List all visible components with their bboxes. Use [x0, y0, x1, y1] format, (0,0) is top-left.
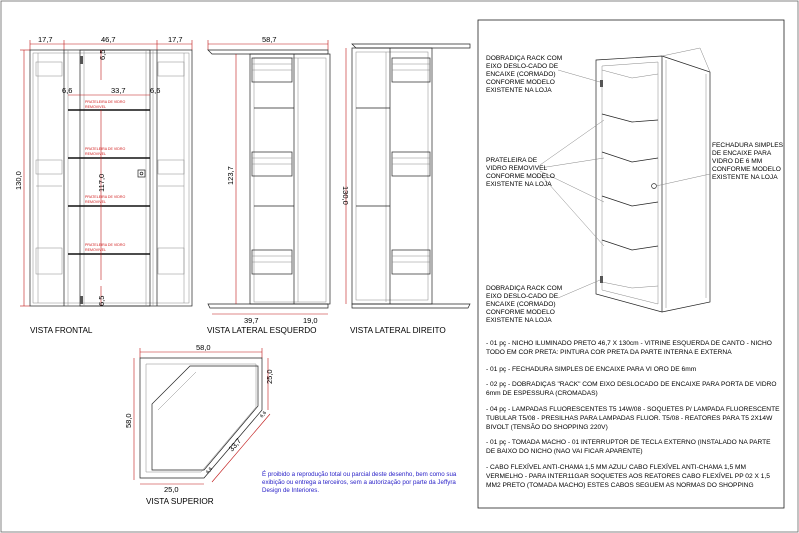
callout-hinge-bottom-4: CONFORME MODELO [486, 309, 555, 316]
copyright-note [262, 471, 457, 494]
top-dim-diagonal: 33,7 [226, 436, 244, 454]
front-shelf-note-4b: REMOVIVEL [85, 248, 106, 252]
copyright-line-1: É proibido a reprodução total ou parcial deste desenho, bem como sua [262, 471, 457, 478]
left-view-label: VISTA LATERAL ESQUERDO [207, 326, 317, 335]
callout-shelf-2: VIDRO REMOVIVEL [486, 165, 548, 172]
callout-hinge-bottom-3: ENCAIXE (CORMADO) [486, 301, 556, 308]
callout-lock-2: DE ENCAIXE PARA [712, 150, 772, 157]
front-dim-inner-left: 6,6 [62, 86, 73, 95]
top-dim-corner-a: 6,6 [258, 410, 269, 420]
front-shelf-note-3b: REMOVIVEL [85, 200, 106, 204]
front-view [14, 35, 192, 335]
top-dim-depth: 58,0 [124, 413, 133, 428]
top-view-label: VISTA SUPERIOR [146, 497, 214, 506]
spec-5-line-1: - 01 pç - TOMADA MACHO - 01 INTERRUPTOR DE TECLA EXTERNO (INSTALADO NA PARTE [486, 439, 771, 446]
callout-lock-4: CONFORME MODELO [712, 166, 781, 173]
front-shelf-note-2: PRATELEIRA DE VIDRO [85, 147, 126, 151]
front-view-label: VISTA FRONTAL [30, 326, 93, 335]
spec-6-line-2: VERMELHO - PARA INTER11GAR SOQUETES AOS REATORES CABO FLEXÍVEL PP 02 X 1,5 [486, 473, 770, 480]
sheet-border [1, 1, 798, 532]
callout-shelf-3: CONFORME MODELO [486, 173, 555, 180]
callout-lock-3: VIDRO DE 6 MM [712, 158, 763, 165]
callout-hinge-bottom-2: EIXO DESLO-CADO DE [486, 293, 559, 300]
callout-shelf-1: PRATELEIRA DE [486, 157, 538, 164]
callout-hinge-top-4: CONFORME MODELO [486, 79, 555, 86]
top-dim-corner-b: 6,6 [204, 466, 215, 476]
front-dim-inner-width: 33,7 [111, 86, 126, 95]
spec-3-line-1: - 02 pç - DOBRADIÇAS "RACK" COM EIXO DESLOCADO DE ENCAIXE PARA PORTA DE VIDRO [486, 381, 777, 388]
callout-hinge-top-1: DOBRADIÇA RACK COM [486, 55, 563, 62]
spec-1-line-1: - 01 pç - NICHO ILUMINADO PRETO 46,7 X 130cm - VITRINE ESQUERDA DE CANTO - NICHO [486, 340, 772, 347]
callout-hinge-bottom [486, 285, 562, 324]
spec-list [486, 340, 780, 489]
right-side-view [341, 44, 470, 335]
right-view-label: VISTA LATERAL DIREITO [350, 326, 446, 335]
callout-hinge-top-3: ENCAIXE (CORMADO) [486, 71, 556, 78]
front-shelf-note-4: PRATELEIRA DE VIDRO [85, 243, 126, 247]
front-dim-right: 17,7 [168, 35, 183, 44]
callout-hinge-bottom-1: DOBRADIÇA RACK COM [486, 285, 563, 292]
callout-hinge-top-5: EXISTENTE NA LOJA [486, 87, 552, 94]
front-dim-inner-right: 6,6 [150, 86, 161, 95]
spec-1-line-2: TODO EM COR PRETA: PINTURA COR PRETA DA PARTE INTERNA E EXTERNA [486, 349, 732, 356]
left-dim-bottom-b: 19,0 [303, 316, 318, 325]
spec-2-line-1: - 01 pç - FECHADURA SIMPLES DE ENCAIXE PARA VI ORO DE 6mm [486, 366, 697, 373]
callout-hinge-top-2: EIXO DESLO-CADO DE [486, 63, 559, 70]
front-shelf-note-1b: REMOVIVEL [85, 105, 106, 109]
callout-lock-5: EXISTENTE NA LOJA [712, 174, 778, 181]
front-dim-top-gap: 6,5 [98, 49, 107, 60]
callout-hinge-top [486, 55, 562, 94]
top-dim-bottom: 25,0 [164, 485, 179, 494]
front-shelf-note-2b: REMOVIVEL [85, 152, 106, 156]
callout-lock-1: FECHADURA SIMPLES [712, 142, 784, 149]
spec-4-line-1: - 04 pç - LAMPADAS FLUORESCENTES T5 14W/08 - SOQUETES P/ LAMPADA FLUORESCENTE [486, 406, 780, 413]
front-dim-center: 46,7 [101, 35, 116, 44]
front-dim-bottom-gap: 6,5 [97, 295, 106, 306]
callout-hinge-bottom-5: EXISTENTE NA LOJA [486, 317, 552, 324]
front-shelf-note-1: PRATELEIRA DE VIDRO [85, 100, 126, 104]
spec-5-line-2: DE BAIXO DO NICHO (NAO VAI FICAR APARENTE) [486, 448, 643, 455]
spec-4-line-3: BIVOLT (TENSÃO DO SHOPPING 220V) [486, 424, 608, 431]
left-side-view [207, 35, 330, 335]
copyright-line-2: exibição ou entrega a terceiros, sem a autorização por parte da Jeffyra [262, 479, 456, 486]
left-dim-depth: 58,7 [262, 35, 277, 44]
left-dim-bottom-a: 39,7 [244, 316, 259, 325]
copyright-line-3: Design de Interiores. [262, 487, 320, 494]
front-dim-left: 17,7 [38, 35, 53, 44]
right-dim-height: 130,0 [341, 186, 350, 205]
left-dim-height: 123,7 [226, 166, 235, 185]
front-shelf-note-3: PRATELEIRA DE VIDRO [85, 195, 126, 199]
specification-panel [478, 20, 784, 508]
callout-shelf-4: EXISTENTE NA LOJA [486, 181, 552, 188]
callout-lock [712, 142, 784, 181]
spec-6-line-1: - CABO FLEXÍVEL ANTI-CHAMA 1,5 MM AZUL/ CABO FLEXÍVEL ANTI-CHAMA 1,5 MM [486, 464, 747, 471]
spec-6-line-3: MM2 PRETO (TOMADA MACHO) ESTES CABOS SEGUEM AS NORMAS DO SHOPPING [486, 482, 754, 489]
front-dim-height: 130,0 [14, 171, 23, 190]
spec-4-line-2: TUBULAR T5/08 - PRESILHAS PARA LAMPADAS FLUOR. T5/08 - REATORES PARA T5 2X14W [486, 415, 773, 422]
front-dim-inner-height: 117,0 [97, 173, 106, 192]
top-view [124, 343, 274, 506]
spec-3-line-2: 6mm DE ESPESSURA (CROMADAS) [486, 390, 598, 397]
perspective-view [596, 48, 710, 312]
top-dim-width: 58,0 [196, 343, 211, 352]
top-dim-right: 25,0 [265, 369, 274, 384]
